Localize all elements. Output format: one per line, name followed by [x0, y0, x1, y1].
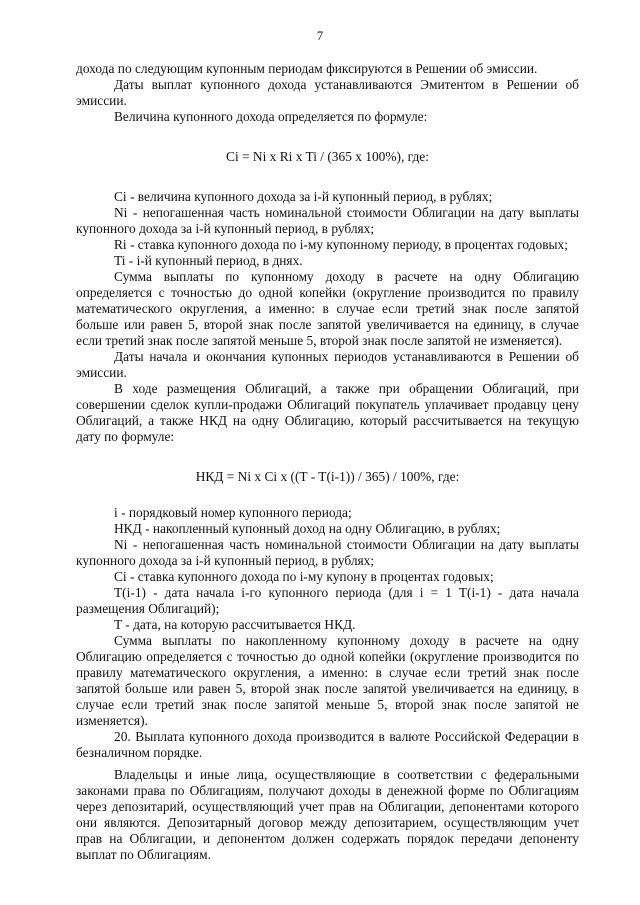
definition-i: i - порядковый номер купонного периода; [114, 505, 352, 520]
definition-ni: Ni - непогашенная часть номинальной стоимости Облигации на дату выплаты купонного дохода за i-й купонный период, в рублях; [76, 205, 579, 236]
paragraph-coupon-periods: Даты начала и окончания купонных периодов устанавливаются в Решении об эмиссии. [76, 349, 579, 380]
page-number: 7 [316, 29, 324, 43]
definition-ci-2: Ci - ставка купонного дохода по i-му купону в процентах годовых; [114, 569, 494, 584]
paragraph-formula-intro: Величина купонного дохода определяется по формуле: [114, 109, 428, 124]
paragraph-continuation: дохода по следующим купонным периодам фиксируются в Решении об эмиссии. [76, 61, 538, 76]
definition-nkd: НКД - накопленный купонный доход на одну Облигацию, в рублях; [114, 521, 501, 536]
formula-accrued-income: НКД = Ni x Ci x ((T - T(i-1)) / 365) / 100%, где: [195, 469, 460, 484]
definition-ti: Ti - i-й купонный период, в днях. [114, 253, 303, 268]
definition-ni-2: Ni - непогашенная часть номинальной стоимости Облигации на дату выплаты купонного дохода за i-й купонный период, в рублях; [76, 537, 579, 568]
definition-t-prev: T(i-1) - дата начала i-го купонного периода (для i = 1 T(i-1) - дата начала размещения Облигаций); [76, 585, 579, 616]
definition-ci: Ci - величина купонного дохода за i-й купонный период, в рублях; [114, 189, 493, 204]
paragraph-accrued-income: В ходе размещения Облигаций, а также при обращении Облигаций, при совершении сделок купли-продажи Облигаций покупатель уплачивает продавцу цену Облигаций, а также НКД на одну Облигацию, который рассчитывается на текущую дату по формуле: [76, 381, 579, 444]
definition-ri: Ri - ставка купонного дохода по i-му купонному периоду, в процентах годовых; [114, 237, 568, 252]
document-body [76, 61, 579, 863]
paragraph-accrued-rounding: Сумма выплаты по накопленному купонному доходу в расчете на одну Облигацию определяется с точностью до одной копейки (округление производится по правилу математического округления, а именно: в случае если третий знак после запятой больше или равен 5, второй знак после запятой увеличивается на единицу, в случае если третий знак после запятой меньше 5, второй знак после запятой не изменяется). [76, 633, 579, 728]
definition-t: T - дата, на которую рассчитывается НКД. [114, 617, 356, 632]
formula-coupon-income: Ci = Ni x Ri x Ti / (365 x 100%), где: [226, 149, 429, 164]
paragraph-payment-dates: Даты выплат купонного дохода устанавливаются Эмитентом в Решении об эмиссии. [76, 77, 579, 108]
paragraph-rounding-rule: Сумма выплаты по купонному доходу в расчете на одну Облигацию определяется с точностью до одной копейки (округление производится по правилу математического округления, а именно: в случае если третий знак после запятой больше или равен 5, второй знак после запятой увеличивается на единицу, в случае если третий знак после запятой меньше 5, второй знак после запятой не изменяется). [76, 269, 579, 348]
paragraph-item-20: 20. Выплата купонного дохода производится в валюте Российской Федерации в безналичном порядке. [76, 729, 579, 760]
paragraph-depository: Владельцы и иные лица, осуществляющие в соответствии с федеральными законами права по Облигациям, получают доходы в денежной форме по Облигациям через депозитарий, осуществляющий учет прав на Облигации, депонентами которого они являются. Депозитарный договор между депозитарием, осуществляющим учет прав на Облигации, и депонентом должен содержать порядок передачи депоненту выплат по Облигациям. [76, 767, 579, 862]
